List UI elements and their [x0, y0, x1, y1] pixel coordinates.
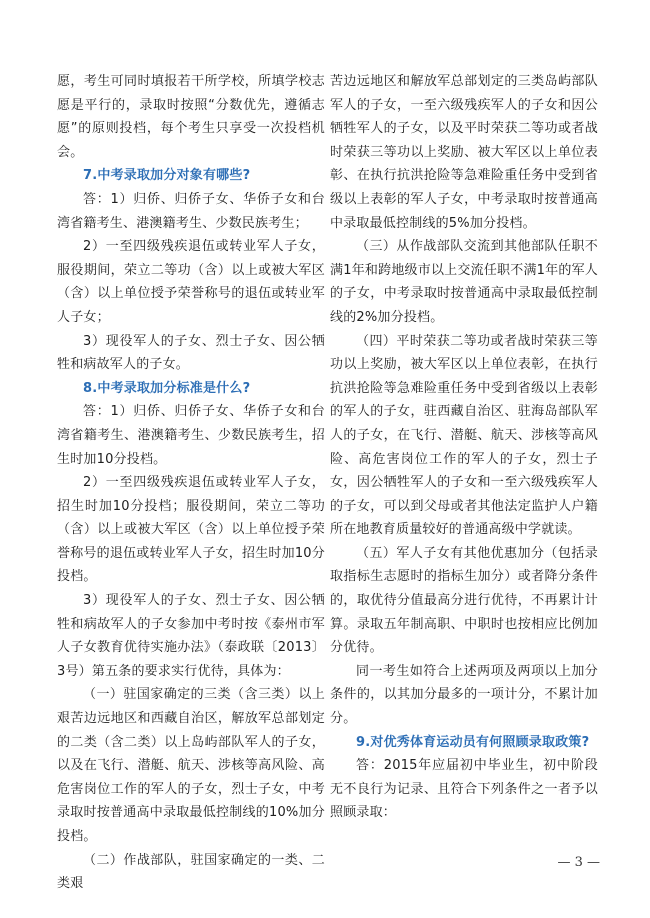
paragraph-continuation: 愿，考生可同时填报若干所学校，所填学校志愿是平行的，录取时按照“分数优先，遵循志愿”的原则投档，每个考生只享受一次投档机会。 [57, 74, 325, 160]
section-heading-7: 7.中考录取加分对象有哪些? [83, 168, 251, 184]
paragraph: 2）一至四级残疾退伍或转业军人子女，服役期间，荣立二等功（含）以上或被大军区（含）以上单位授予荣誉称号的退伍或转业军人子女； [57, 239, 325, 325]
paragraph: （四）平时荣获二等功或者战时荣获三等功以上奖励，被大军区以上单位表彰，在执行抗洪抢险等急难险重任务中受到省级以上表彰的军人的子女，驻西藏自治区、驻海岛部队军人的子女，在飞行、潜艇、航天、涉核等高风险、高危害岗位工作的军人的子女，烈士子女，因公牺牲军人的子女和一至六级残疾军人的子女，可以到父母或者其他法定监护人户籍所在地教育质量较好的普通高级中学就读。 [330, 333, 598, 538]
paragraph: 答：1）归侨、归侨子女、华侨子女和台湾省籍考生、港澳籍考生、少数民族考生，招生时加10分投档。 [57, 404, 325, 467]
right-column [330, 70, 598, 825]
paragraph: （二）作战部队，驻国家确定的一类、二类艰 [57, 852, 325, 892]
paragraph: （三）从作战部队交流到其他部队任职不满1年和跨地级市以上交流任职不满1年的军人的子女，中考录取时按普通高中录取最低控制线的2%加分投档。 [330, 239, 598, 325]
section-heading-9: 9.对优秀体育运动员有何照顾录取政策? [356, 734, 590, 750]
left-column [57, 70, 325, 896]
paragraph: （五）军人子女有其他优惠加分（包括录取指标生志愿时的指标生加分）或者降分条件的，取优待分值最高分进行优待，不再累计计算。录取五年制高职、中职时也按相应比例加分优待。 [330, 545, 598, 656]
paragraph: 2）一至四级残疾退伍或转业军人子女，招生时加10分投档；服役期间，荣立二等功（含）以上或被大军区（含）以上单位授予荣誉称号的退伍或转业军人子女，招生时加10分投档。 [57, 475, 325, 585]
paragraph-continuation: 苦边远地区和解放军总部划定的三类岛屿部队军人的子女，一至六级残疾军人的子女和因公牺牲军人的子女，以及平时荣获二等功或者战时荣获三等功以上奖励、被大军区以上单位表彰、在执行抗洪抢险等急难险重任务中受到省级以上表彰的军人子女，中考录取时按普通高中录取最低控制线的5%加分投档。 [330, 74, 598, 231]
paragraph: 3）现役军人的子女、烈士子女、因公牺牲和病故军人的子女。 [57, 333, 325, 373]
section-heading-8: 8.中考录取加分标准是什么? [83, 380, 251, 396]
page-number: — 3 — [557, 855, 600, 870]
paragraph: 答：2015年应届初中毕业生，初中阶段无不良行为记录、且符合下列条件之一者予以照顾录取： [330, 758, 598, 821]
paragraph: 答：1）归侨、归侨子女、华侨子女和台湾省籍考生、港澳籍考生、少数民族考生； [57, 191, 325, 231]
paragraph: 同一考生如符合上述两项及两项以上加分条件的，以其加分最多的一项计分，不累计加分。 [330, 663, 598, 727]
paragraph: （一）驻国家确定的三类（含三类）以上艰苦边远地区和西藏自治区，解放军总部划定的二类（含二类）以上岛屿部队军人的子女，以及在飞行、潜艇、航天、涉核等高风险、高危害岗位工作的军人的子女，烈士子女，中考录取时按普通高中录取最低控制线的10%加分投档。 [57, 687, 325, 844]
paragraph: 3）现役军人的子女、烈士子女、因公牺牲和病故军人的子女参加中考时按《泰州市军人子女教育优待实施办法》（泰政联〔2013〕3号）第五条的要求实行优待，具体为： [57, 593, 325, 679]
